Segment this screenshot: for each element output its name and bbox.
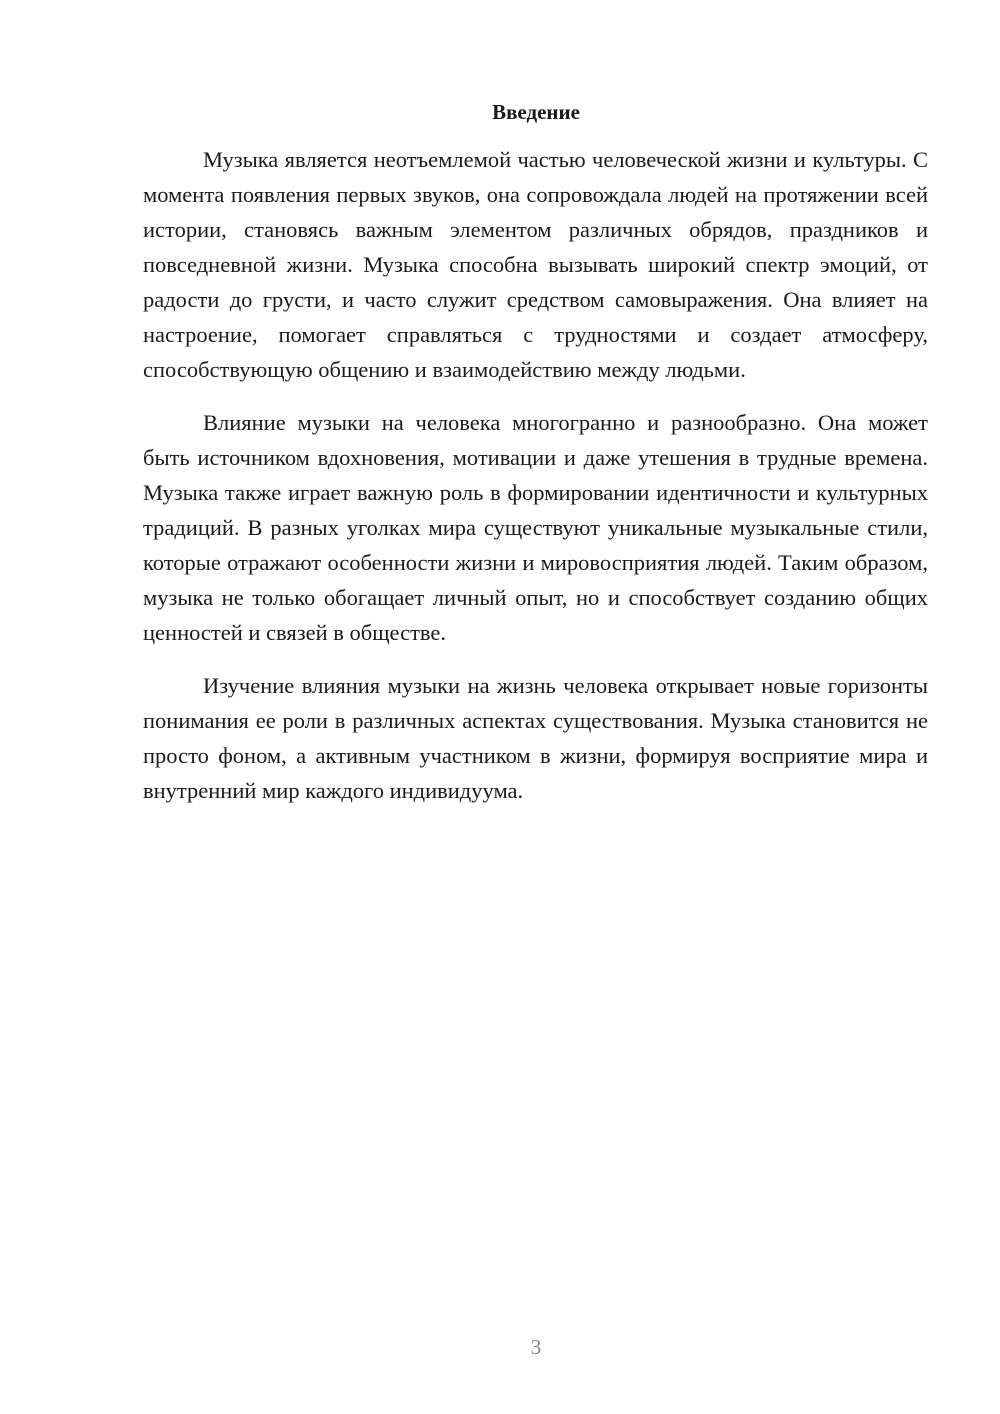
body-text [143,142,928,826]
paragraph-1: Музыка является неотъемлемой частью человеческой жизни и культуры. С момента появления первых звуков, она сопровождала людей на протяжении всей истории, становясь важным элементом различных обрядов, праздников и повседневной жизни. Музыка способна вызывать широкий спектр эмоций, от радости до грусти, и часто служит средством самовыражения. Она влияет на настроение, помогает справляться с трудностями и создает атмосферу, способствующую общению и взаимодействию между людьми. [143,147,928,382]
section-heading: Введение [492,100,580,124]
paragraph-3: Изучение влияния музыки на жизнь человека открывает новые горизонты понимания ее роли в различных аспектах существования. Музыка становится не просто фоном, а активным участником в жизни, формируя восприятие мира и внутренний мир каждого индивидуума. [143,673,928,803]
page-number: 3 [530,1335,542,1359]
paragraph-2: Влияние музыки на человека многогранно и разнообразно. Она может быть источником вдохновения, мотивации и даже утешения в трудные времена. Музыка также играет важную роль в формировании идентичности и культурных традиций. В разных уголках мира существуют уникальные музыкальные стили, которые отражают особенности жизни и мировосприятия людей. Таким образом, музыка не только обогащает личный опыт, но и способствует созданию общих ценностей и связей в обществе. [143,410,928,645]
